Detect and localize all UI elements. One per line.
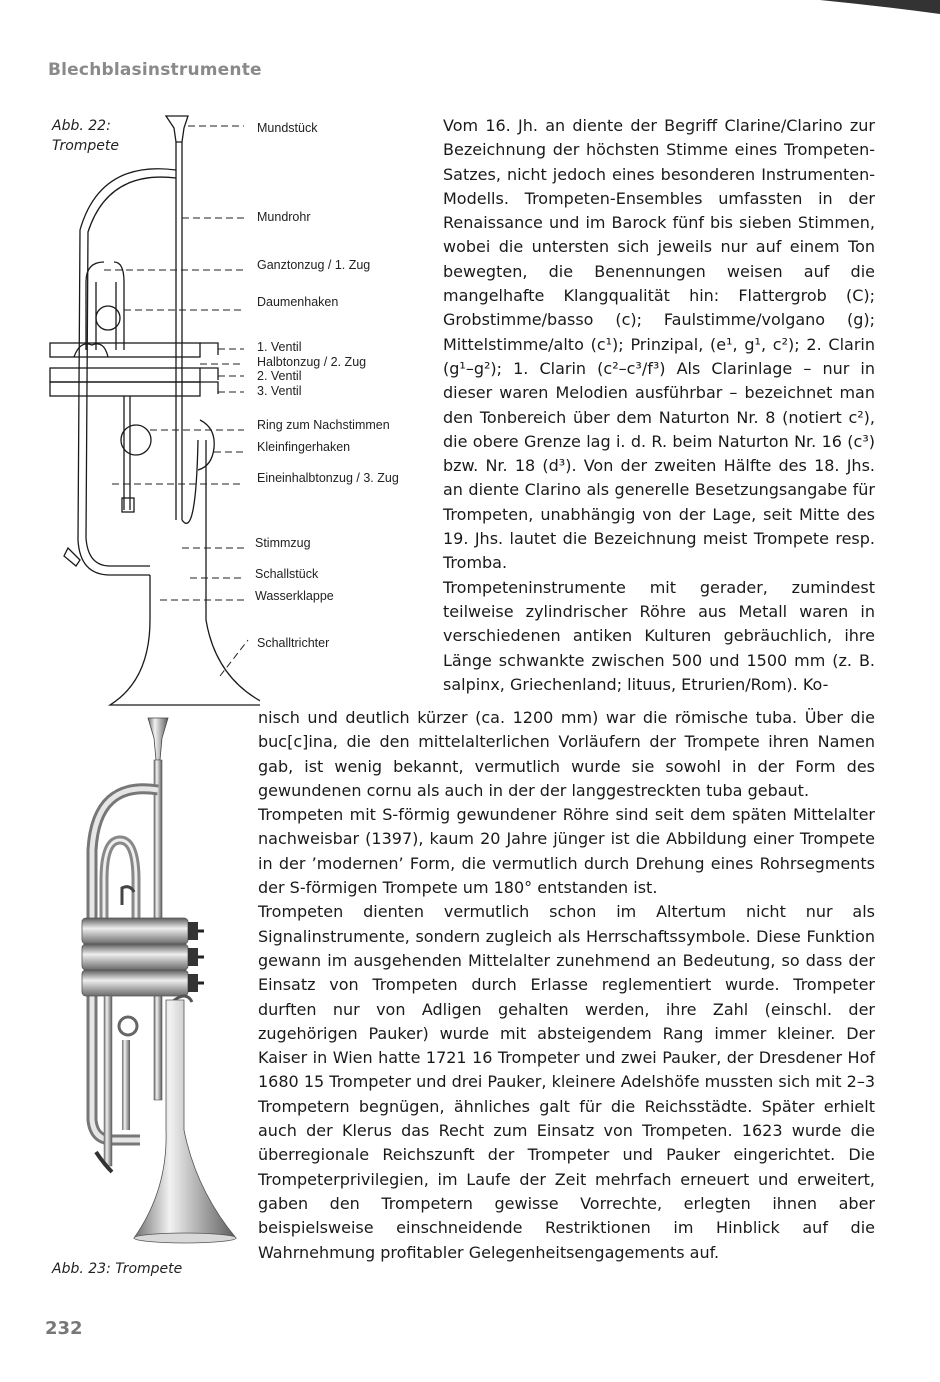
- paragraph-s-foermig: Trompeten mit S-förmig gewundener Röhre sind seit dem späten Mittelalter nachweisbar (1397), kaum 20 Jahre jünger ist die Abbildung einer Trompete in der ’modernen’ Form, die vermutlich durch Drehung eines Rohrsegments der S-förmigen Trompete um 180° entstanden ist.: [258, 805, 875, 898]
- paragraph-clarino: Vom 16. Jh. an diente der Begriff Clarine/Clarino zur Bezeichnung der höchsten Stimme eines Trompeten-Satzes, nicht jedoch eines besonderen Instrumenten-Modells. Trompeten-Ensembles umfassten in der Renaissance und im Barock fünf bis sieben Stimmen, wobei die untersten sich jeweils nur auf einem Ton bewegten, die Benennungen weisen auf die mangelhafte Klangqualität hin: Flattergrob (C); Grobstimme/basso (c); Faulstimme/volgano (g); Mittelstimme/alto (c¹); Prinzipal, (e¹, g¹, c²); 2. Clarin (g¹–g²); 1. Clarin (c²–c³/f³) Als Clarinlage – nur in dieser waren Melodien ausführbar – bezeichnet man den Tonbereich über dem Naturton Nr. 8 (notiert c²), die obere Grenze lag i. d. R. beim Naturton Nr. 16 (c³) bzw. Nr. 18 (d³). Von der zweiten Hälfte des 18. Jhs. an diente Clarino als generelle Besetzungsangabe für Trompeten, unabhängig von der Lage, seit Mitte des 19. Jhs. lautet die Bezeichnung meist Trompete resp. Tromba.: [443, 116, 875, 573]
- label-wasserklappe: Wasserklappe: [255, 589, 334, 603]
- label-ventil-2: 2. Ventil: [257, 369, 302, 383]
- label-ventil-3: 3. Ventil: [257, 384, 302, 398]
- page-number: 232: [45, 1318, 83, 1339]
- label-schalltrichter: Schalltrichter: [257, 636, 330, 650]
- label-ventil-1: 1. Ventil: [257, 340, 302, 354]
- figure-22-caption-number: Abb. 22:: [52, 118, 111, 134]
- label-halbtonzug: Halbtonzug / 2. Zug: [257, 355, 367, 369]
- text-column-wide: [258, 706, 875, 1265]
- section-title: Blechblasinstrumente: [48, 60, 262, 80]
- text-column-right: [443, 114, 875, 697]
- label-stimmzug: Stimmzug: [255, 536, 311, 550]
- label-kleinfingerhaken: Kleinfingerhaken: [257, 440, 351, 454]
- label-schallstueck: Schallstück: [255, 567, 319, 581]
- label-mundrohr: Mundrohr: [257, 210, 311, 224]
- paragraph-antike-part2: nisch und deutlich kürzer (ca. 1200 mm) war die römische tuba. Über die buc[c]ina, die den mittelalterlichen Vorläufern der Trompete ihren Namen gab, ist wenig bekannt, vermutlich wurde sie sowohl in der Form des gewundenen cornu als auch in der der langgestreckten tuba gebaut.: [258, 708, 875, 800]
- trumpet-diagram: [40, 110, 260, 710]
- trumpet-photo: [70, 715, 250, 1245]
- label-ganztonzug: Ganztonzug / 1. Zug: [257, 258, 371, 272]
- figure-22-caption-title: Trompete: [52, 138, 120, 154]
- label-ring-nachstimmen: Ring zum Nachstimmen: [257, 418, 390, 432]
- label-daumenhaken: Daumenhaken: [257, 295, 339, 309]
- figure-23-caption: Abb. 23: Trompete: [52, 1261, 183, 1277]
- paragraph-herrschaftssymbole: Trompeten dienten vermutlich schon im Altertum nicht nur als Signalinstrumente, sondern zugleich als Herrschaftssymbole. Diese Funktion gewann im ausgehenden Mittelalter zunehmend an Bedeutung, so dass der Einsatz von Trompeten durch Erlasse reglementiert wurde. Trompeter durften nur von Adligen gehalten werden, ihre Zahl (einschl. der zugehörigen Pauker) wurde mit absteigendem Rang immer kleiner. Der Kaiser in Wien hatte 1721 16 Trompeter und zwei Pauker, der Dresdener Hof 1680 15 Trompeter und drei Pauker, kleinere Adelshöfe mussten sich mit 2–3 Trompetern begnügen, ähnliches galt für die Reichsstädte. Später erhielt auch der Klerus das Recht zum Einsatz von Trompeten. 1623 wurde die überregionale Reichszunft der Trompeter und Pauker eingerichtet. Die Trompeterprivilegien, im Laufe der Zeit mehrfach erneuert und erweitert, gaben den Trompetern gewisse Vorrechte, erlegten ihnen aber beispielsweise einschneidende Restriktionen im Hinblick auf die Wahrnehmung profitabler Gelegenheitsengagements auf.: [258, 902, 875, 1262]
- paragraph-antike-part1: Trompeteninstrumente mit gerader, zumindest teilweise zylindrischer Röhre aus Metall waren in verschiedenen antiken Kulturen gebräuchlich, ihre Länge schwankte zwischen 500 und 1500 mm (z. B. salpinx, Griechenland; lituus, Etrurien/Rom). Ko-: [443, 577, 875, 694]
- label-eineinhalbtonzug: Eineinhalbtonzug / 3. Zug: [257, 471, 399, 485]
- label-mundstueck: Mundstück: [257, 121, 318, 135]
